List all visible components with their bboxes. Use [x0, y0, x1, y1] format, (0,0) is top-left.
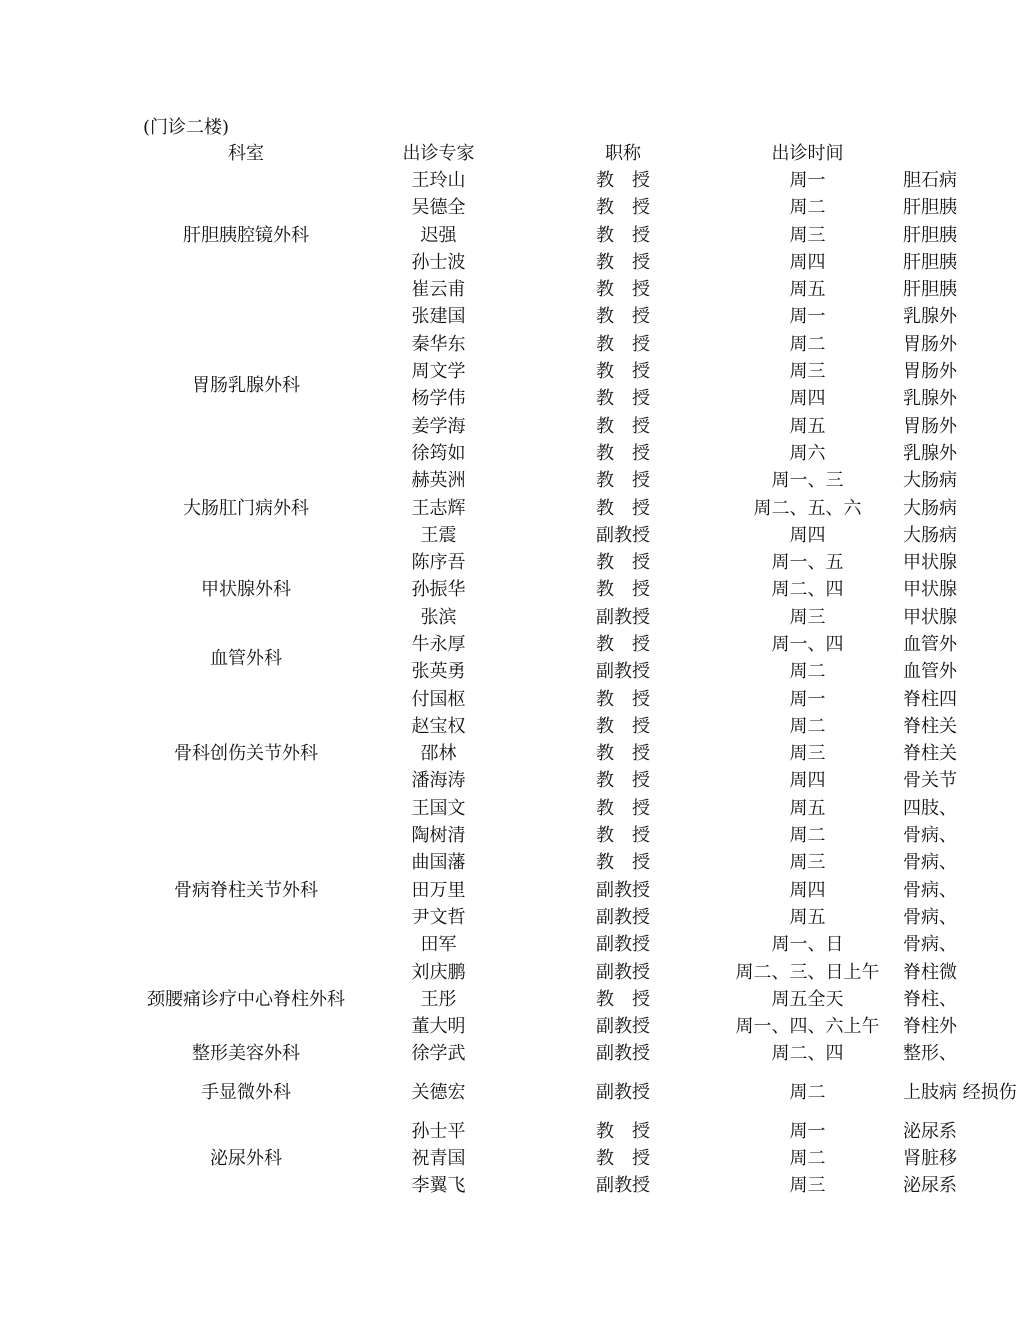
specialty-cell: 脊柱外	[903, 1016, 957, 1038]
specialty-cell: 骨病、	[903, 934, 957, 956]
doctor-cell: 赫英洲	[411, 470, 466, 492]
dept-cell: 泌尿外科	[210, 1148, 282, 1170]
title-cell: 副教授	[596, 1016, 650, 1038]
specialty-cell: 脊柱、	[903, 988, 957, 1010]
dept-cell: 手显微外科	[201, 1082, 291, 1104]
header-doctor: 出诊专家	[402, 142, 475, 164]
title-cell: 教 授	[596, 361, 650, 383]
doctor-cell: 徐筠如	[411, 442, 466, 464]
title-cell: 副教授	[596, 606, 650, 628]
specialty-cell: 骨病、	[903, 852, 957, 874]
time-cell: 周四	[789, 770, 826, 792]
time-cell: 周二	[789, 197, 826, 219]
doctor-cell: 孙振华	[411, 579, 466, 601]
title-cell: 教 授	[596, 197, 650, 219]
title-cell: 教 授	[596, 388, 650, 410]
header-title: 职称	[605, 142, 641, 164]
title-cell: 教 授	[596, 442, 650, 464]
time-cell: 周三	[789, 852, 826, 874]
title-cell: 教 授	[596, 770, 650, 792]
time-cell: 周二、四	[771, 579, 844, 601]
clinic-schedule-table	[136, 140, 1036, 1200]
specialty-cell: 上肢病 经损伤	[903, 1082, 1017, 1104]
doctor-cell: 田军	[420, 934, 457, 956]
title-cell: 教 授	[596, 333, 650, 355]
time-cell: 周一	[789, 306, 826, 328]
time-cell: 周二	[789, 1082, 826, 1104]
specialty-cell: 骨关节	[903, 770, 957, 792]
specialty-cell: 骨病、	[903, 906, 957, 928]
doctor-cell: 王彤	[420, 988, 457, 1010]
doctor-cell: 孙士波	[411, 251, 466, 273]
title-cell: 教 授	[596, 251, 650, 273]
title-cell: 副教授	[596, 524, 650, 546]
time-cell: 周一、四、六上午	[735, 1016, 880, 1038]
time-cell: 周二、三、日上午	[735, 961, 880, 983]
time-cell: 周一	[789, 1120, 826, 1142]
doctor-cell: 迟强	[420, 224, 457, 246]
time-cell: 周二、四	[771, 1043, 844, 1065]
time-cell: 周二	[789, 825, 826, 847]
title-cell: 教 授	[596, 1120, 650, 1142]
doctor-cell: 田万里	[411, 879, 466, 901]
doctor-cell: 刘庆鹏	[411, 961, 466, 983]
title-cell: 教 授	[596, 715, 650, 737]
title-cell: 副教授	[596, 934, 650, 956]
dept-cell: 骨科创伤关节外科	[174, 743, 318, 765]
location-note: (门诊二楼)	[143, 117, 230, 138]
doctor-cell: 关德宏	[411, 1082, 466, 1104]
time-cell: 周三	[789, 224, 826, 246]
title-cell: 教 授	[596, 825, 650, 847]
time-cell: 周三	[789, 361, 826, 383]
specialty-cell: 胃肠外	[903, 333, 957, 355]
doctor-cell: 秦华东	[411, 333, 466, 355]
time-cell: 周一、日	[771, 934, 844, 956]
specialty-cell: 血管外	[903, 661, 957, 683]
title-cell: 教 授	[596, 797, 650, 819]
specialty-cell: 肝胆胰	[903, 279, 957, 301]
doctor-cell: 李翼飞	[411, 1175, 466, 1197]
doctor-cell: 曲国藩	[411, 852, 466, 874]
doctor-cell: 董大明	[411, 1016, 466, 1038]
specialty-cell: 泌尿系	[903, 1120, 957, 1142]
title-cell: 教 授	[596, 169, 650, 191]
time-cell: 周四	[789, 524, 826, 546]
title-cell: 副教授	[596, 661, 650, 683]
dept-cell: 整形美容外科	[192, 1043, 300, 1065]
title-cell: 教 授	[596, 1148, 650, 1170]
title-cell: 教 授	[596, 633, 650, 655]
doctor-cell: 陶树清	[411, 825, 466, 847]
time-cell: 周二	[789, 715, 826, 737]
time-cell: 周四	[789, 879, 826, 901]
time-cell: 周三	[789, 606, 826, 628]
doctor-cell: 潘海涛	[411, 770, 466, 792]
table-row	[136, 468, 1036, 495]
dept-cell: 甲状腺外科	[201, 579, 291, 601]
doctor-cell: 赵宝权	[411, 715, 466, 737]
table-row	[136, 1041, 1036, 1068]
title-cell: 教 授	[596, 224, 650, 246]
doctor-cell: 邵林	[420, 743, 457, 765]
time-cell: 周一	[789, 688, 826, 710]
doctor-cell: 王国文	[411, 797, 466, 819]
time-cell: 周一、三	[771, 470, 844, 492]
title-cell: 教 授	[596, 470, 650, 492]
doctor-cell: 尹文哲	[411, 906, 466, 928]
doctor-cell: 陈序吾	[411, 552, 466, 574]
title-cell: 教 授	[596, 552, 650, 574]
title-cell: 教 授	[596, 415, 650, 437]
specialty-cell: 血管外	[903, 633, 957, 655]
specialty-cell: 甲状腺	[903, 579, 957, 601]
specialty-cell: 肝胆胰	[903, 224, 957, 246]
time-cell: 周二	[789, 1148, 826, 1170]
doctor-cell: 崔云甫	[411, 279, 466, 301]
title-cell: 教 授	[596, 852, 650, 874]
specialty-cell: 甲状腺	[903, 606, 957, 628]
doctor-cell: 付国枢	[411, 688, 466, 710]
table-row	[136, 631, 1036, 658]
specialty-cell: 大肠病	[903, 470, 957, 492]
time-cell: 周一、五	[771, 552, 844, 574]
specialty-cell: 四肢、	[903, 797, 957, 819]
doctor-cell: 吴德全	[411, 197, 466, 219]
specialty-cell: 脊柱四	[903, 688, 957, 710]
time-cell: 周二	[789, 661, 826, 683]
doctor-cell: 王震	[420, 524, 457, 546]
table-row	[136, 959, 1036, 986]
time-cell: 周五	[789, 279, 826, 301]
table-row	[136, 1118, 1036, 1145]
specialty-cell: 脊柱微	[903, 961, 957, 983]
specialty-cell: 乳腺外	[903, 388, 957, 410]
doctor-cell: 王志辉	[411, 497, 466, 519]
specialty-cell: 骨病、	[903, 879, 957, 901]
time-cell: 周三	[789, 1175, 826, 1197]
specialty-cell: 整形、	[903, 1043, 957, 1065]
specialty-cell: 胃肠外	[903, 361, 957, 383]
time-cell: 周二	[789, 333, 826, 355]
header-time: 出诊时间	[771, 142, 844, 164]
title-cell: 教 授	[596, 688, 650, 710]
time-cell: 周五	[789, 415, 826, 437]
dept-cell: 颈腰痛诊疗中心脊柱外科	[147, 989, 345, 1011]
table-row	[136, 167, 1036, 194]
specialty-cell: 骨病、	[903, 825, 957, 847]
specialty-cell: 肝胆胰	[903, 251, 957, 273]
title-cell: 教 授	[596, 497, 650, 519]
table-row	[136, 549, 1036, 576]
specialty-cell: 胃肠外	[903, 415, 957, 437]
doctor-cell: 姜学海	[411, 415, 466, 437]
header-dept: 科室	[228, 142, 264, 164]
doctor-cell: 徐学武	[411, 1043, 466, 1065]
doctor-cell: 王玲山	[411, 169, 466, 191]
doctor-cell: 张英勇	[411, 661, 466, 683]
title-cell: 教 授	[596, 743, 650, 765]
time-cell: 周四	[789, 388, 826, 410]
title-cell: 副教授	[596, 1175, 650, 1197]
title-cell: 副教授	[596, 1043, 650, 1065]
specialty-cell: 脊柱关	[903, 715, 957, 737]
title-cell: 教 授	[596, 279, 650, 301]
specialty-cell: 大肠病	[903, 497, 957, 519]
table-row	[136, 1068, 1036, 1118]
specialty-cell: 泌尿系	[903, 1175, 957, 1197]
table-row	[136, 822, 1036, 849]
title-cell: 副教授	[596, 961, 650, 983]
dept-cell: 大肠肛门病外科	[183, 497, 309, 519]
table-row	[136, 304, 1036, 331]
time-cell: 周五全天	[771, 988, 844, 1010]
dept-cell: 血管外科	[210, 647, 282, 669]
table-row	[136, 686, 1036, 713]
time-cell: 周五	[789, 906, 826, 928]
title-cell: 副教授	[596, 879, 650, 901]
header-specialty	[890, 140, 1036, 167]
time-cell: 周一、四	[771, 633, 844, 655]
time-cell: 周一	[789, 169, 826, 191]
time-cell: 周六	[789, 442, 826, 464]
time-cell: 周二、五、六	[753, 497, 862, 519]
specialty-cell: 肝胆胰	[903, 197, 957, 219]
specialty-cell: 肾脏移	[903, 1148, 957, 1170]
doctor-cell: 张建国	[411, 306, 466, 328]
title-cell: 教 授	[596, 988, 650, 1010]
time-cell: 周五	[789, 797, 826, 819]
doctor-cell: 周文学	[411, 361, 466, 383]
title-cell: 副教授	[596, 906, 650, 928]
header-row	[136, 140, 1036, 167]
doctor-cell: 祝青国	[411, 1148, 466, 1170]
doctor-cell: 孙士平	[411, 1120, 466, 1142]
specialty-cell: 甲状腺	[903, 552, 957, 574]
dept-cell: 胃肠乳腺外科	[192, 374, 300, 396]
title-cell: 教 授	[596, 306, 650, 328]
doctor-cell: 杨学伟	[411, 388, 466, 410]
doctor-cell: 牛永厚	[411, 633, 466, 655]
dept-cell: 骨病脊柱关节外科	[174, 879, 318, 901]
title-cell: 教 授	[596, 579, 650, 601]
specialty-cell: 大肠病	[903, 524, 957, 546]
title-cell: 副教授	[596, 1082, 650, 1104]
specialty-cell: 乳腺外	[903, 442, 957, 464]
specialty-cell: 脊柱关	[903, 743, 957, 765]
dept-cell: 肝胆胰腔镜外科	[183, 224, 309, 246]
time-cell: 周三	[789, 743, 826, 765]
doctor-cell: 张滨	[420, 606, 457, 628]
specialty-cell: 乳腺外	[903, 306, 957, 328]
specialty-cell: 胆石病	[903, 169, 957, 191]
time-cell: 周四	[789, 251, 826, 273]
